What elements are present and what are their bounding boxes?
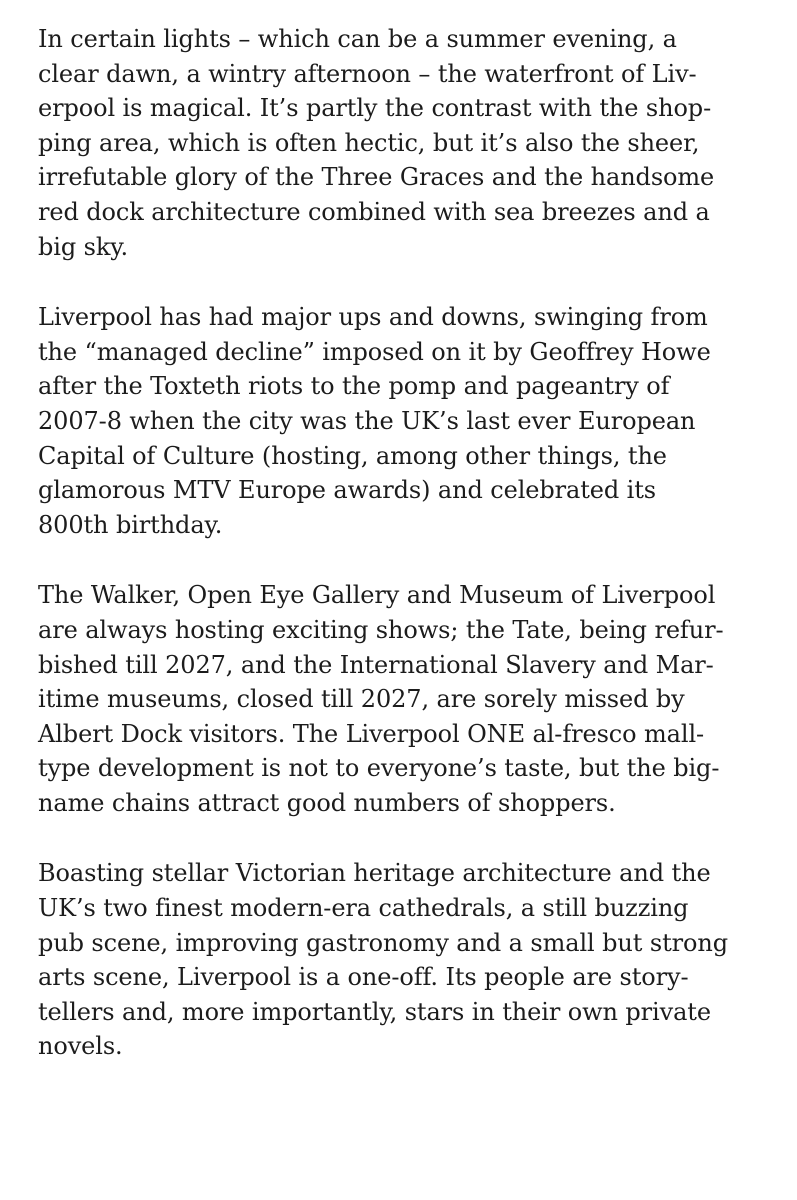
text-line: big sky. — [38, 232, 129, 261]
text-line: type development is not to everyone’s taste, but the big- — [38, 754, 720, 783]
text-line: name chains attract good numbers of shoppers. — [38, 788, 616, 817]
text-line: ping area, which is often hectic, but it’s also the sheer, — [38, 128, 700, 157]
text-line: novels. — [38, 1032, 123, 1061]
paragraph-waterfront — [38, 22, 797, 264]
text-line: red dock architecture combined with sea breezes and a — [38, 197, 710, 226]
text-line: itime museums, closed till 2027, are sorely missed by — [38, 685, 685, 714]
text-line: pub scene, improving gastronomy and a small but strong — [38, 928, 728, 957]
text-line: 2007-8 when the city was the UK’s last ever European — [38, 406, 696, 435]
paragraph-heritage — [38, 856, 797, 1064]
paragraph-museums — [38, 578, 797, 820]
text-line: bished till 2027, and the International Slavery and Mar- — [38, 650, 714, 679]
text-line: The Walker, Open Eye Gallery and Museum of Liverpool — [38, 581, 716, 610]
text-line: erpool is magical. It’s partly the contrast with the shop- — [38, 94, 712, 123]
text-line: glamorous MTV Europe awards) and celebrated its — [38, 476, 657, 505]
text-line: the “managed decline” imposed on it by Geoffrey Howe — [38, 337, 711, 366]
text-line: In certain lights – which can be a summer evening, a — [38, 25, 677, 53]
text-line: tellers and, more importantly, stars in their own private — [38, 997, 711, 1026]
text-line: Capital of Culture (hosting, among other things, the — [38, 441, 667, 470]
text-line: Albert Dock visitors. The Liverpool ONE al-fresco mall- — [38, 719, 705, 748]
text-line: 800th birthday. — [38, 510, 223, 539]
text-line: after the Toxteth riots to the pomp and pageantry of — [38, 372, 670, 401]
text-line: UK’s two finest modern-era cathedrals, a still buzzing — [38, 894, 689, 923]
text-line: irrefutable glory of the Three Graces and the handsome — [38, 163, 715, 192]
text-line: arts scene, Liverpool is a one-off. Its people are story- — [38, 963, 689, 992]
text-line: Liverpool has had major ups and downs, swinging from — [38, 303, 708, 332]
text-line: are always hosting exciting shows; the Tate, being refur- — [38, 615, 724, 644]
paragraph-history — [38, 300, 797, 542]
text-line: Boasting stellar Victorian heritage architecture and the — [38, 859, 711, 888]
text-line: clear dawn, a wintry afternoon – the waterfront of Liv- — [38, 59, 697, 88]
